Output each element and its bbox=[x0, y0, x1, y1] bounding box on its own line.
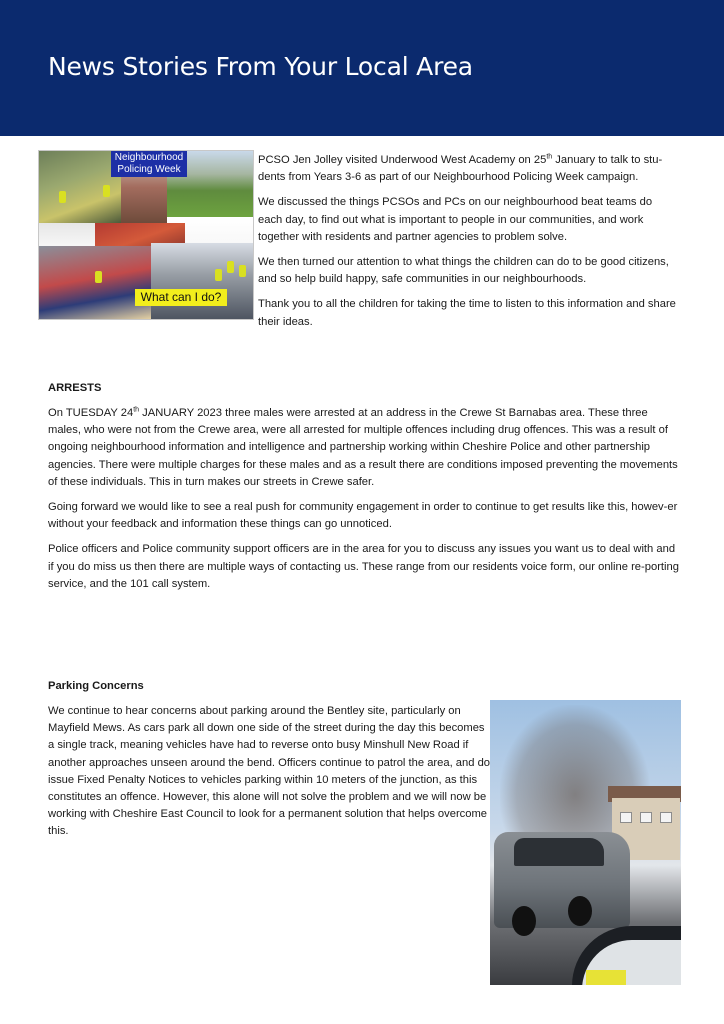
battenburg-stripe-shape bbox=[586, 970, 626, 985]
section-heading-parking: Parking Concerns bbox=[48, 680, 144, 692]
school-visit-collage-image bbox=[38, 150, 254, 320]
page-header bbox=[0, 0, 724, 136]
car-wheel-shape bbox=[512, 906, 536, 936]
article-paragraph: Police officers and Police community support officers are in the area for you to discuss any issues you want us to deal with and if you do miss us then there are multiple ways of contacting us. These range from our residents voice form, our online re-porting service, and the 101 call system. bbox=[48, 543, 679, 590]
hi-vis-vest bbox=[103, 185, 110, 197]
article-paragraph: Going forward we would like to see a real push for community engagement in order to continue to get results like this, howev-er without your feedback and information these things can go unnoticed. bbox=[48, 501, 678, 531]
hi-vis-vest bbox=[95, 271, 102, 283]
collage-label-neighbourhood-policing-week: Neighbourhood Policing Week bbox=[111, 151, 187, 177]
collage-photo-officers bbox=[151, 243, 253, 319]
car-wheel-shape bbox=[568, 896, 592, 926]
house-window bbox=[640, 812, 652, 823]
school-visit-article bbox=[258, 152, 678, 339]
parking-section bbox=[48, 678, 490, 849]
house-window bbox=[620, 812, 632, 823]
parked-car-photo bbox=[490, 700, 681, 985]
article-paragraph: On TUESDAY 24th JANUARY 2023 three males were arrested at an address in the Crewe St Barnabas area. These three males, who were not from the Crewe area, were all arrested for multiple offences including drug offences. This was a result of ongoing neighbourhood information and intelligence and partnership working within Cheshire Police and other partnership agencies. There were multiple charges for these males and as a result there are conditions imposed preventing the movements of these individuals. This in turn makes our streets in Crewe safer. bbox=[48, 406, 678, 488]
house-window bbox=[660, 812, 672, 823]
hi-vis-vest bbox=[59, 191, 66, 203]
arrests-section bbox=[48, 380, 680, 601]
article-paragraph: We continue to hear concerns about parking around the Bentley site, particularly on Mayfield Mews. As cars park all down one side of the street during the day this becomes a single track, meaning vehicles have had to reverse onto busy Minshull New Road if another approaches unseen around the bend. Officers continue to patrol the area, and do issue Fixed Penalty Notices to vehicles parking within 10 meters of the junction, as this constitutes an offence. However, this alone will not solve the problem and we will now be working with Cheshire East Council to look for a permanent solution that helps overcome this. bbox=[48, 705, 491, 838]
article-paragraph: PCSO Jen Jolley visited Underwood West Academy on 25th January to talk to stu-dents from Years 3-6 as part of our Neighbourhood Policing Week campaign. bbox=[258, 153, 663, 184]
article-paragraph: Thank you to all the children for taking the time to listen to this information and share their ideas. bbox=[258, 298, 676, 328]
hi-vis-vest bbox=[227, 261, 234, 273]
hi-vis-vest bbox=[215, 269, 222, 281]
page-title: News Stories From Your Local Area bbox=[48, 52, 473, 81]
car-windscreen-shape bbox=[514, 838, 604, 866]
hi-vis-vest bbox=[239, 265, 246, 277]
section-heading-arrests: ARRESTS bbox=[48, 382, 102, 394]
article-paragraph: We then turned our attention to what things the children can do to be good citizens, and so help build happy, safe communities in our neighbourhoods. bbox=[258, 256, 669, 286]
collage-label-what-can-i-do: What can I do? bbox=[135, 289, 227, 306]
article-paragraph: We discussed the things PCSOs and PCs on our neighbourhood beat teams do each day, to find out what is important to people in our communities, and work together with residents and partner agencies to problem solve. bbox=[258, 196, 653, 243]
